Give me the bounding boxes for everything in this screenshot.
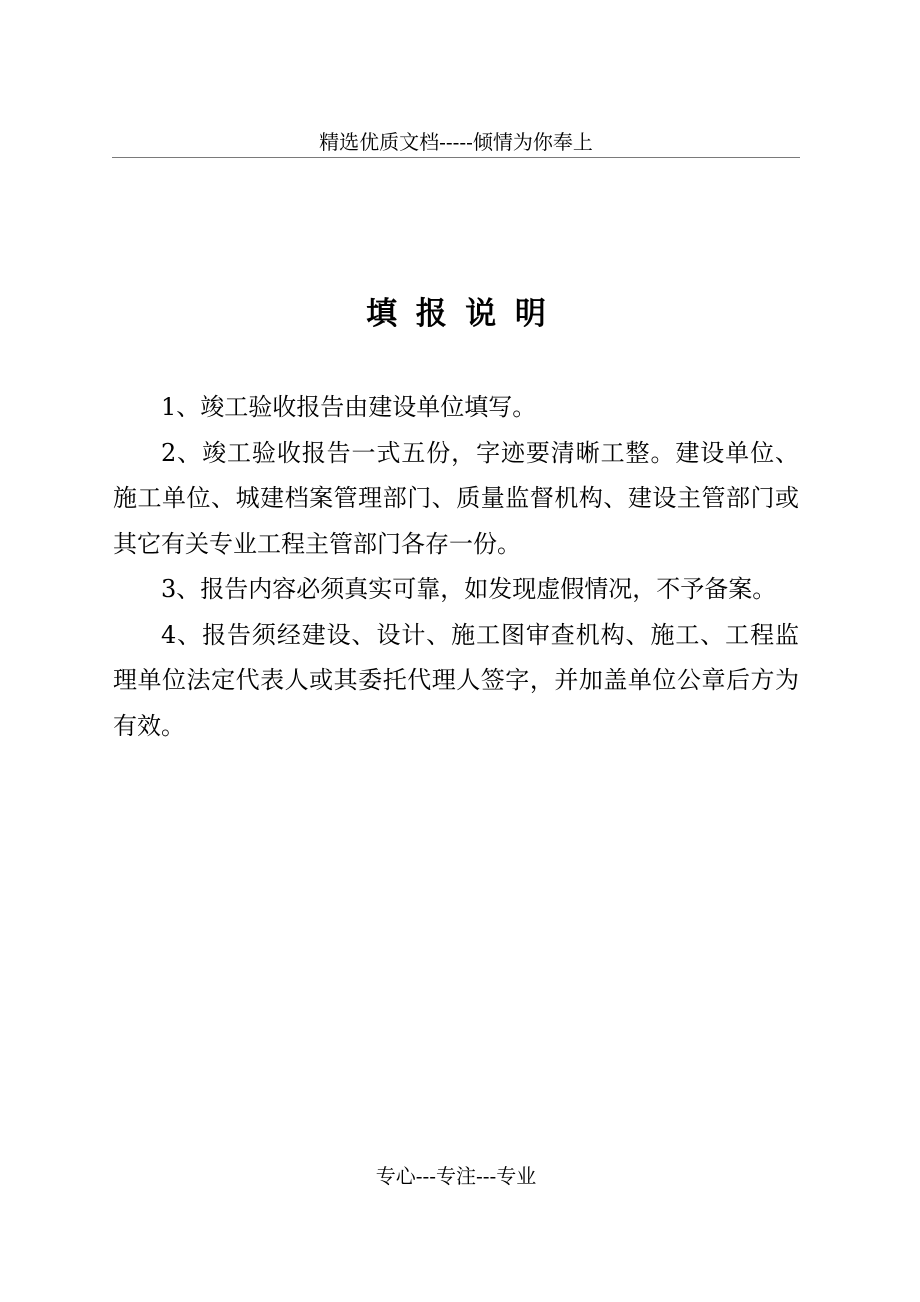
page-footer: 专心---专注---专业 bbox=[375, 1164, 537, 1188]
paragraph-1: 1、竣工验收报告由建设单位填写。 bbox=[161, 393, 537, 421]
page-header: 精选优质文档-----倾情为你奉上 bbox=[319, 130, 593, 154]
header-divider bbox=[112, 157, 800, 158]
paragraph-4: 4、报告须经建设、设计、施工图审查机构、施工、工程监理单位法定代表人或其委托代理人签字，并加盖单位公章后方为有效。 bbox=[113, 620, 799, 740]
paragraph-2: 2、竣工验收报告一式五份，字迹要清晰工整。建设单位、施工单位、城建档案管理部门、质量监督机构、建设主管部门或其它有关专业工程主管部门各存一份。 bbox=[113, 438, 799, 558]
paragraph-3: 3、报告内容必须真实可靠，如发现虚假情况，不予备案。 bbox=[161, 575, 777, 603]
document-title: 填报说明 bbox=[366, 296, 565, 332]
document-body bbox=[113, 385, 799, 749]
